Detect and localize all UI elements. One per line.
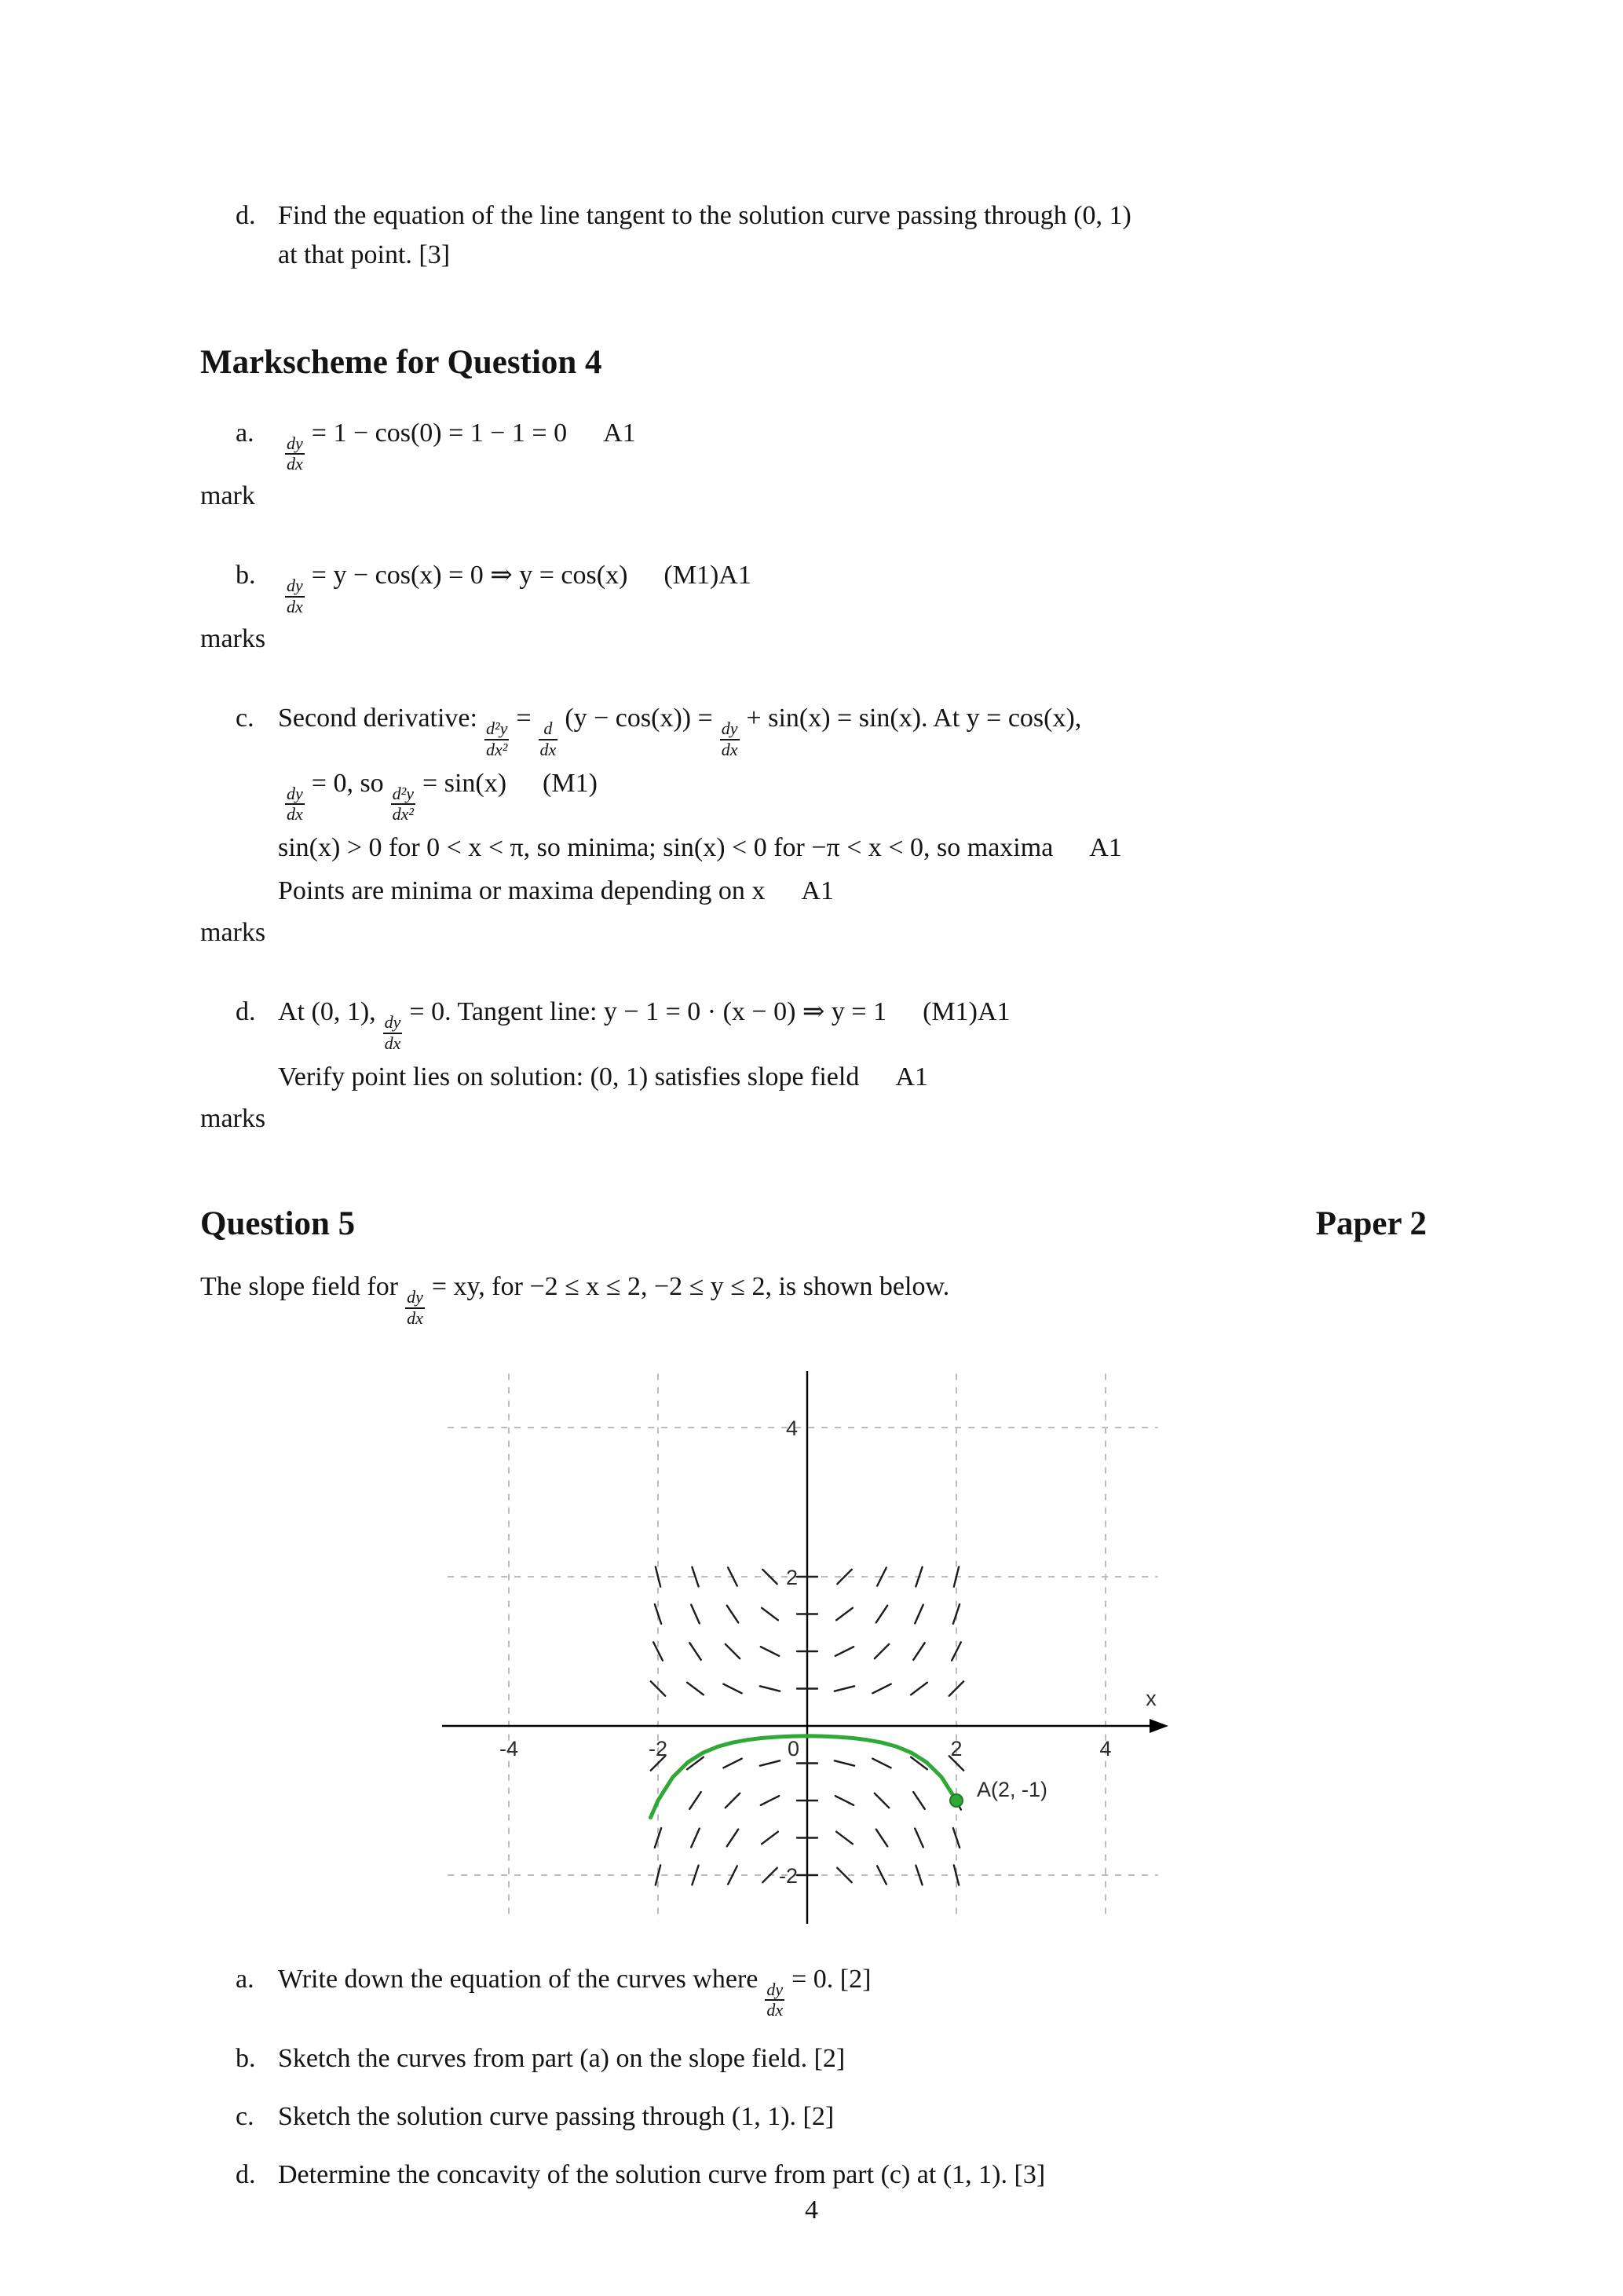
fraction-numerator: d²y: [485, 718, 508, 739]
item-marker: c.: [236, 2102, 254, 2132]
mark-badge: (M1)A1: [663, 561, 751, 590]
text-fragment: Points are minima or maxima depending on x: [278, 876, 766, 905]
question5-part-a: [200, 1960, 1427, 2020]
fraction-d2y-dx2: [391, 784, 415, 824]
markscheme-line-1: [200, 992, 1427, 1053]
item-text: Sketch the curves from part (a) on the slope field. [2]: [278, 2043, 846, 2073]
page-number: 4: [805, 2195, 818, 2225]
item-marker: a.: [236, 1964, 254, 1994]
fraction-denominator: dx²: [485, 739, 508, 759]
text-fragment: = 0, so: [311, 768, 384, 798]
item-line-2: at that point. [3]: [278, 240, 451, 270]
fraction-denominator: dx: [407, 1307, 423, 1328]
item-text: Sketch the solution curve passing through (1, 1). [2]: [278, 2102, 835, 2132]
marks-note: marks: [200, 917, 266, 947]
item-text: [278, 196, 1427, 276]
markscheme-line-2: [200, 1057, 1427, 1097]
paper-label: Paper 2: [1315, 1205, 1427, 1243]
text-fragment: = 0. Tangent line: y − 1 = 0 · (x − 0) ⇒ y = 1: [409, 997, 887, 1027]
solution-curve: [648, 1735, 957, 1817]
fraction-numerator: dy: [721, 718, 738, 739]
text-fragment: =: [516, 704, 532, 733]
fraction-dy-dx: [383, 1013, 403, 1053]
dashed-gridlines: [448, 1373, 1157, 1921]
markscheme-line-4: [200, 871, 1427, 911]
y-tick-label-neg2: -2: [778, 1863, 798, 1888]
item-text: Determine the concavity of the solution curve from part (c) at (1, 1). [3]: [278, 2160, 1046, 2190]
item-marker: b.: [236, 561, 256, 590]
text-fragment: Write down the equation of the curves where: [278, 1964, 758, 1994]
x-axis-arrowhead: [1150, 1719, 1168, 1733]
question5-part-d: [200, 2155, 1427, 2195]
markscheme-item-a: [200, 413, 1427, 515]
item-marker: d.: [236, 997, 256, 1027]
markscheme-item-b: [200, 555, 1427, 657]
fraction-numerator: dy: [407, 1287, 423, 1307]
x-tick-label-neg2: -2: [648, 1736, 668, 1760]
markscheme-line: [200, 555, 1427, 616]
marks-note: mark: [200, 481, 255, 510]
item-marker: c.: [236, 704, 254, 733]
text-fragment: sin(x) > 0 for 0 < x < π, so minima; sin(x) < 0 for −π < x < 0, so maxima: [278, 832, 1054, 862]
fraction-denominator: dx: [539, 739, 557, 759]
question5-title: Question 5: [200, 1205, 356, 1243]
point-a-label: A(2, -1): [977, 1777, 1048, 1801]
point-a-marker: [950, 1794, 963, 1807]
x-tick-label-2: 2: [950, 1736, 963, 1760]
y-tick-label-4: 4: [785, 1416, 798, 1440]
y-tick-label-2: 2: [785, 1565, 798, 1589]
text-fragment: Verify point lies on solution: (0, 1) satisfies slope field: [278, 1062, 860, 1091]
x-tick-label-neg4: -4: [499, 1736, 519, 1760]
fraction-dy-dx: [765, 1980, 784, 2020]
mark-badge: (M1)A1: [923, 997, 1011, 1027]
mark-badge: A1: [895, 1062, 928, 1091]
fraction-dy-dx: [285, 434, 305, 474]
markscheme-line-3: [200, 828, 1427, 868]
slope-field-plot: [440, 1368, 1209, 1925]
item-marker: a.: [236, 418, 254, 448]
origin-label: 0: [787, 1736, 799, 1760]
x-axis-label: x: [1146, 1686, 1157, 1710]
fraction-numerator: d²y: [392, 783, 415, 803]
fraction-denominator: dx: [721, 739, 738, 759]
slope-field-figure: [440, 1368, 1209, 1925]
question5-header: [200, 1205, 1427, 1243]
fraction-numerator: d: [543, 718, 553, 739]
math-expression: = y − cos(x) = 0 ⇒ y = cos(x): [311, 561, 628, 590]
markscheme-line: [200, 413, 1427, 474]
question5-intro: [200, 1267, 1427, 1328]
fraction-denominator: dx: [287, 804, 303, 824]
question4-part-d-item: [200, 196, 1427, 276]
question5-part-c: [200, 2097, 1427, 2137]
item-marker: b.: [236, 2043, 256, 2073]
fraction-denominator: dx: [287, 454, 303, 474]
fraction-dy-dx: [720, 719, 740, 759]
text-fragment: = xy, for −2 ≤ x ≤ 2, −2 ≤ y ≤ 2, is shown below.: [431, 1272, 950, 1302]
text-fragment: The slope field for: [200, 1272, 399, 1302]
fraction-denominator: dx: [384, 1033, 401, 1054]
question5-parts: [200, 1960, 1427, 2195]
fraction-numerator: dy: [384, 1012, 401, 1033]
marks-note: marks: [200, 623, 266, 653]
fraction-d2y-dx2: [484, 719, 509, 759]
item-marker: d.: [236, 201, 256, 230]
text-fragment: = sin(x): [422, 768, 507, 798]
fraction-numerator: dy: [287, 433, 303, 453]
markscheme-line-2: [200, 763, 1427, 824]
mark-badge: A1: [801, 876, 834, 905]
fraction-dy-dx: [405, 1288, 425, 1328]
fraction-denominator: dx: [287, 597, 303, 617]
markscheme-item-d: [200, 992, 1427, 1137]
top-margin: [200, 0, 1427, 196]
item-text: [278, 1960, 1427, 2020]
markscheme-item-c: [200, 698, 1427, 951]
text-fragment: Second derivative:: [278, 704, 477, 733]
fraction-dy-dx: [285, 576, 305, 616]
mark-badge: A1: [603, 418, 636, 448]
fraction-numerator: dy: [287, 576, 303, 596]
text-fragment: = 0. [2]: [791, 1964, 872, 1994]
item-line-1: Find the equation of the line tangent to the solution curve passing through (0, 1): [278, 201, 1131, 230]
fraction-numerator: dy: [287, 783, 303, 803]
marks-note: marks: [200, 1103, 266, 1133]
x-tick-label-4: 4: [1099, 1736, 1112, 1760]
markscheme-line-1: [200, 698, 1427, 759]
fraction-dy-dx: [285, 784, 305, 824]
mark-badge: (M1): [543, 768, 598, 798]
item-marker: d.: [236, 2160, 256, 2190]
fraction-denominator: dx: [766, 2000, 784, 2020]
question5-part-b: [200, 2039, 1427, 2078]
mark-badge: A1: [1089, 832, 1122, 862]
markscheme-heading: Markscheme for Question 4: [200, 343, 602, 381]
page-content: [200, 0, 1427, 2214]
fraction-numerator: dy: [766, 1979, 784, 1999]
text-fragment: (y − cos(x)) =: [565, 704, 713, 733]
text-fragment: + sin(x) = sin(x). At y = cos(x),: [746, 704, 1082, 733]
fraction-d-dx: [539, 719, 558, 759]
math-expression: = 1 − cos(0) = 1 − 1 = 0: [311, 418, 568, 448]
text-fragment: At (0, 1),: [278, 997, 376, 1027]
fraction-denominator: dx²: [392, 804, 415, 824]
